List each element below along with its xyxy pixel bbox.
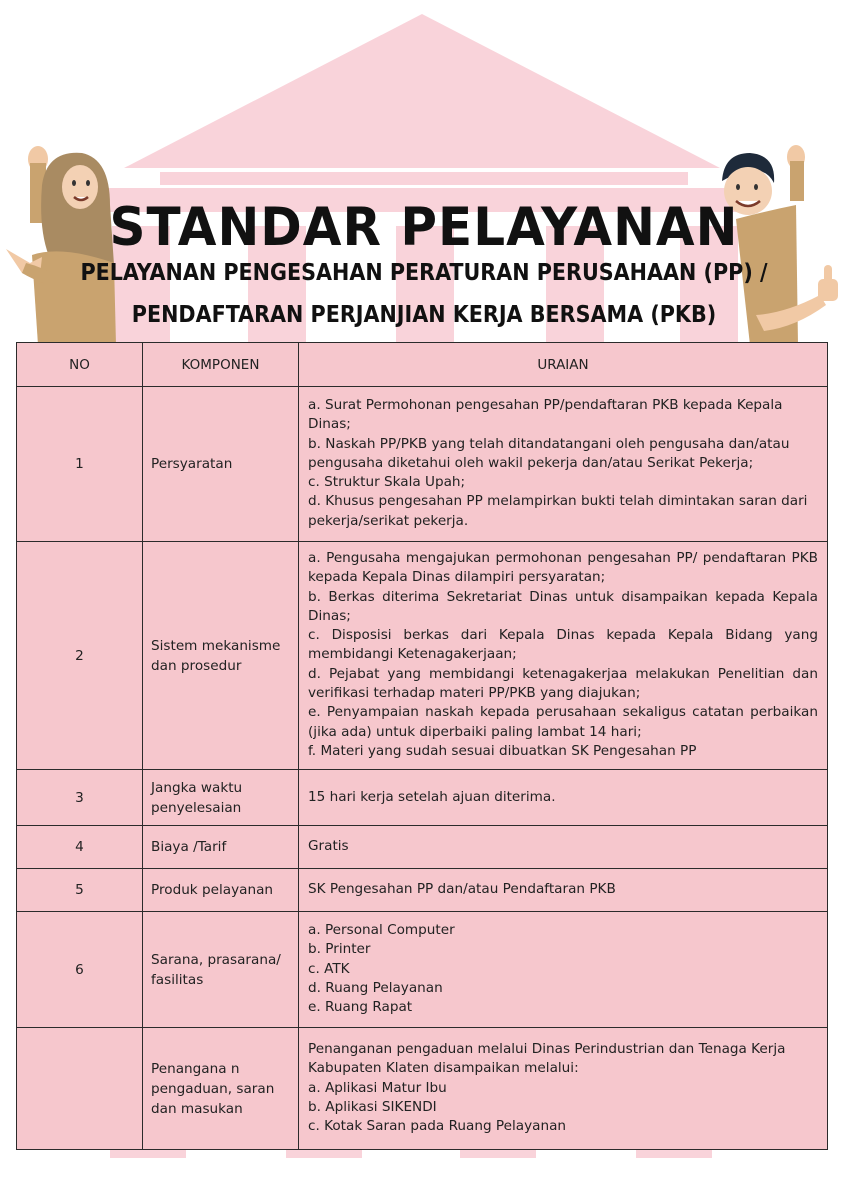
- uraian-item: c. Kotak Saran pada Ruang Pelayanan: [308, 1118, 567, 1135]
- row-number: 2: [17, 542, 143, 770]
- uraian-item: a. Pengusaha mengajukan permohonan pengesahan PP/ pendaftaran PKB kepada Kepala Dinas dilampiri persyaratan;: [308, 550, 818, 586]
- row-uraian: [299, 542, 828, 770]
- row-komponen: Jangka waktu penyelesaian: [143, 770, 299, 826]
- uraian-item: a. Aplikasi Matur Ibu: [308, 1079, 447, 1096]
- uraian-item: SK Pengesahan PP dan/atau Pendaftaran PKB: [308, 881, 616, 898]
- row-number: 4: [17, 826, 143, 869]
- row-komponen: Penangana n pengaduan, saran dan masukan: [143, 1028, 299, 1150]
- row-number: [17, 1028, 143, 1150]
- table-row: [17, 1028, 828, 1150]
- header-komponen: KOMPONEN: [143, 343, 299, 387]
- uraian-item: c. Struktur Skala Upah;: [308, 474, 466, 491]
- uraian-item: f. Materi yang sudah sesuai dibuatkan SK Pengesahan PP: [308, 742, 697, 759]
- table-row: [17, 387, 828, 542]
- row-uraian: [299, 1028, 828, 1150]
- row-uraian: [299, 387, 828, 542]
- page-title: STANDAR PELAYANAN: [109, 196, 739, 258]
- row-uraian: [299, 826, 828, 869]
- uraian-item: e. Penyampaian naskah kepada perusahaan sekaligus catatan perbaikan (jika ada) untuk diperbaiki paling lambat 14 hari;: [308, 704, 818, 740]
- row-number: 5: [17, 869, 143, 912]
- uraian-item: a. Personal Computer: [308, 922, 455, 939]
- table-row: [17, 770, 828, 826]
- uraian-item: d. Khusus pengesahan PP melampirkan bukti telah dimintakan saran dari pekerja/serikat pekerja.: [308, 493, 808, 529]
- row-komponen: Sarana, prasarana/ fasilitas: [143, 912, 299, 1028]
- table-header-row: [17, 343, 828, 387]
- uraian-item: b. Naskah PP/PKB yang telah ditandatangani oleh pengusaha dan/atau pengusaha diketahui oleh wakil pekerja dan/atau Serikat Pekerja;: [308, 435, 790, 471]
- row-komponen: Produk pelayanan: [143, 869, 299, 912]
- uraian-item: b. Printer: [308, 941, 371, 958]
- uraian-item: Gratis: [308, 838, 349, 855]
- table-row: [17, 912, 828, 1028]
- uraian-item: b. Berkas diterima Sekretariat Dinas untuk disampaikan kepada Kepala Dinas;: [308, 588, 818, 624]
- row-uraian: [299, 869, 828, 912]
- row-komponen: Persyaratan: [143, 387, 299, 542]
- page-subtitle-line-1: PELAYANAN PENGESAHAN PERATURAN PERUSAHAAN (PP) /: [80, 260, 768, 286]
- uraian-item: e. Ruang Rapat: [308, 999, 413, 1016]
- row-number: 1: [17, 387, 143, 542]
- header-no: NO: [17, 343, 143, 387]
- page-subtitle-line-2: PENDAFTARAN PERJANJIAN KERJA BERSAMA (PKB): [131, 302, 717, 328]
- uraian-item: 15 hari kerja setelah ajuan diterima.: [308, 788, 556, 805]
- uraian-item: c. ATK: [308, 960, 350, 977]
- row-komponen: Biaya /Tarif: [143, 826, 299, 869]
- table-row: [17, 826, 828, 869]
- uraian-item: d. Pejabat yang membidangi ketenagakerjaa melakukan Penelitian dan verifikasi terhadap materi PP/PKB yang diajukan;: [308, 665, 818, 702]
- uraian-item: d. Ruang Pelayanan: [308, 979, 443, 996]
- row-uraian: [299, 912, 828, 1028]
- uraian-item: b. Aplikasi SIKENDI: [308, 1098, 437, 1115]
- table-row: [17, 869, 828, 912]
- uraian-item: a. Surat Permohonan pengesahan PP/pendaftaran PKB kepada Kepala Dinas;: [308, 396, 783, 433]
- row-number: 6: [17, 912, 143, 1028]
- row-number: 3: [17, 770, 143, 826]
- table-row: [17, 542, 828, 770]
- header-uraian: URAIAN: [299, 343, 828, 387]
- row-uraian: [299, 770, 828, 826]
- service-standard-table: [16, 342, 828, 1150]
- row-komponen: Sistem mekanisme dan prosedur: [143, 542, 299, 770]
- uraian-item: c. Disposisi berkas dari Kepala Dinas kepada Kepala Bidang yang membidangi Ketenagakerjaan;: [308, 627, 818, 663]
- uraian-item: Penanganan pengaduan melalui Dinas Perindustrian dan Tenaga Kerja Kabupaten Klaten disampaikan melalui:: [308, 1041, 786, 1077]
